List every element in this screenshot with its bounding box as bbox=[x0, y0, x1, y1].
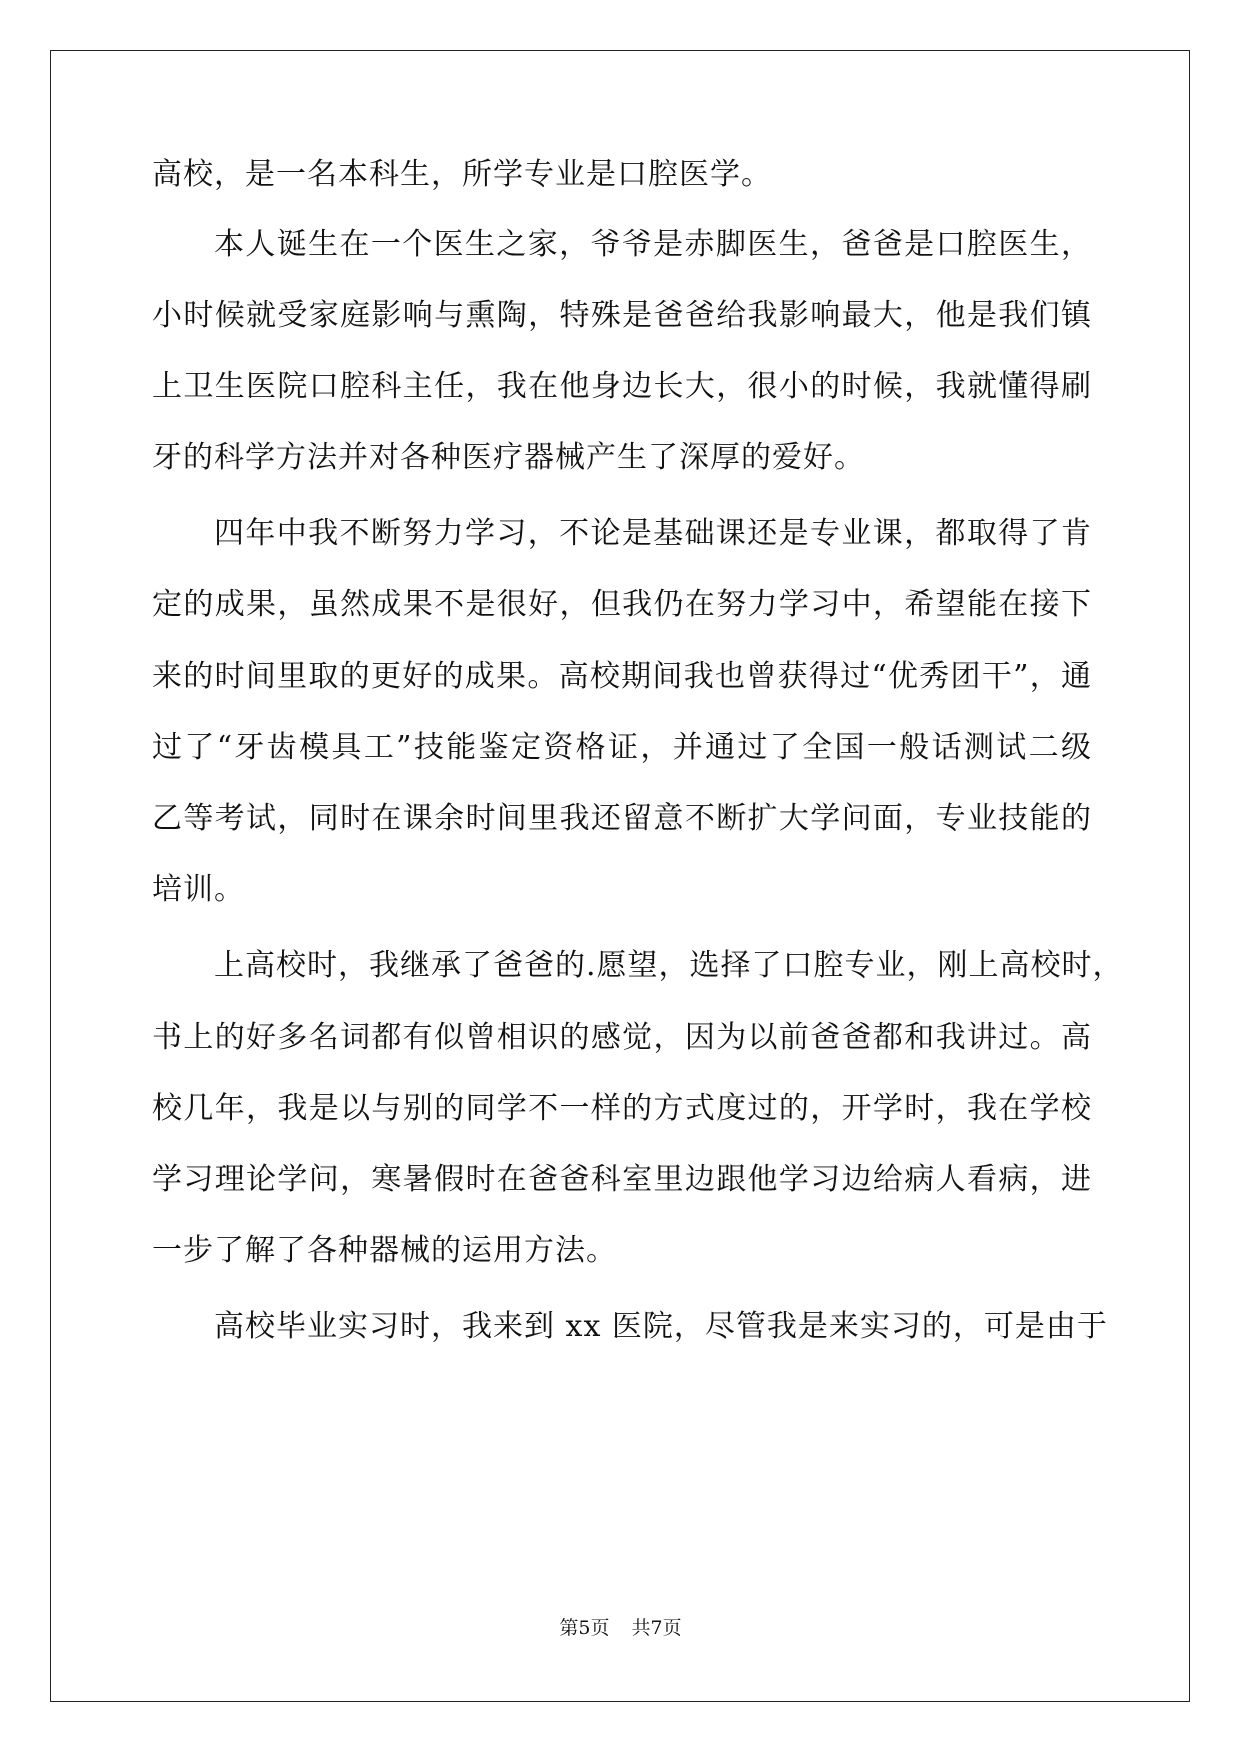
text-line: 书上的好多名词都有似曾相识的感觉，因为以前爸爸都和我讲过。高 bbox=[152, 1020, 1092, 1055]
page-number-current: 第5页 bbox=[559, 1617, 610, 1639]
text-line: 校几年，我是以与别的同学不一样的方式度过的，开学时，我在学校 bbox=[152, 1091, 1092, 1126]
text-line: 定的成果，虽然成果不是很好，但我仍在努力学习中，希望能在接下 bbox=[152, 587, 1092, 622]
text-line: 牙的科学方法并对各种医疗器械产生了深厚的爱好。 bbox=[152, 440, 865, 475]
text-line: 本人诞生在一个医生之家，爷爷是赤脚医生，爸爸是口腔医生， bbox=[214, 227, 1092, 262]
page-footer bbox=[0, 1616, 1241, 1640]
text-line: 小时候就受家庭影响与熏陶，特殊是爸爸给我影响最大，他是我们镇 bbox=[152, 298, 1092, 333]
text-line: 过了“牙齿模具工”技能鉴定资格证，并通过了全国一般话测试二级 bbox=[152, 730, 1092, 765]
text-line: 培训。 bbox=[152, 872, 245, 907]
text-line: 高校，是一名本科生，所学专业是口腔医学。 bbox=[152, 157, 772, 192]
page-number-total: 共7页 bbox=[631, 1617, 682, 1639]
text-line: 上高校时，我继承了爸爸的.愿望，选择了口腔专业，刚上高校时， bbox=[214, 948, 1124, 983]
text-line: 上卫生医院口腔科主任，我在他身边长大，很小的时候，我就懂得刷 bbox=[152, 369, 1092, 404]
text-line: 高校毕业实习时，我来到 xx 医院，尽管我是来实习的，可是由于 bbox=[214, 1309, 1108, 1344]
text-line: 一步了解了各种器械的运用方法。 bbox=[152, 1233, 617, 1268]
text-line: 乙等考试，同时在课余时间里我还留意不断扩大学问面，专业技能的 bbox=[152, 801, 1092, 836]
text-line: 四年中我不断努力学习，不论是基础课还是专业课，都取得了肯 bbox=[214, 516, 1092, 551]
text-line: 学习理论学问，寒暑假时在爸爸科室里边跟他学习边给病人看病，进 bbox=[152, 1162, 1092, 1197]
text-line: 来的时间里取的更好的成果。高校期间我也曾获得过“优秀团干”，通 bbox=[152, 659, 1092, 694]
